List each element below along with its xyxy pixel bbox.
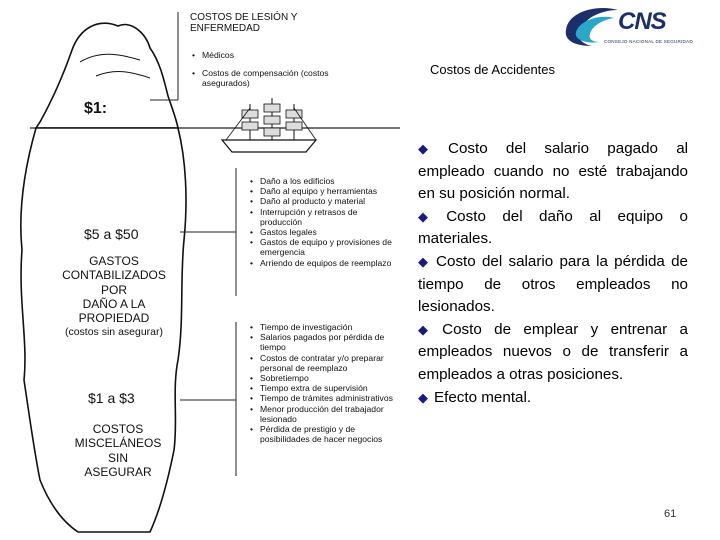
bullet-item: ◆ Costo del salario para la pérdida de tiempo de otros empleados no lesionados. <box>418 252 688 316</box>
logo-brand-text: CNS <box>618 8 666 35</box>
cost-bullets <box>418 138 688 409</box>
low-value: $1 a $3 <box>88 390 135 406</box>
list-item: • Arriendo de equipos de reemplazo <box>248 258 398 268</box>
diamond-bullet-icon: ◆ <box>418 389 428 405</box>
injury-cost-header <box>190 12 297 34</box>
list-item: • Pérdida de prestigio y de posibilidades de hacer negocios <box>248 424 398 444</box>
slide-title: Costos de Accidentes <box>430 62 556 77</box>
list-item: • Costos de compensación (costos asegurados) <box>190 68 360 88</box>
misc-costs-list <box>248 322 398 444</box>
injury-cost-list <box>190 50 360 89</box>
list-item: • Daño al equipo y herramientas <box>248 186 398 196</box>
list-item: • Daño a los edificios <box>248 176 398 186</box>
list-item: • Interrupción y retrasos de producción <box>248 207 398 227</box>
list-item: • Gastos legales <box>248 227 398 237</box>
list-item: • Costos de contratar y/o preparar personal de reemplazo <box>248 353 398 373</box>
list-item: • Tiempo extra de supervisión <box>248 383 398 393</box>
list-item: • Menor producción del trabajador lesionado <box>248 404 398 424</box>
bullet-item: ◆ Costo del daño al equipo o materiales. <box>418 207 688 248</box>
list-item: • Tiempo de trámites administrativos <box>248 393 398 403</box>
bullet-item: ◆ Costo del salario pagado al empleado cuando no esté trabajando en su posición normal. <box>418 140 689 203</box>
list-item: • Tiempo de investigación <box>248 322 398 332</box>
diamond-bullet-icon: ◆ <box>418 208 441 224</box>
ship-icon <box>222 98 316 152</box>
property-damage-list <box>248 176 398 268</box>
misc-costs-label: COSTOS MISCELÁNEOS SIN ASEGURAR <box>74 422 162 479</box>
tip-value: $1: <box>84 100 108 117</box>
page-number: 61 <box>664 508 677 520</box>
cns-logo <box>556 2 704 52</box>
property-damage-label: GASTOS CONTABILIZADOS POR DAÑO A LA PROPIEDAD (costos sin asegurar) <box>62 254 166 339</box>
diamond-bullet-icon: ◆ <box>418 321 437 337</box>
injury-cost-header-line2: ENFERMEDAD <box>190 23 261 34</box>
logo-tagline: CONSEJO NACIONAL DE SEGURIDAD <box>604 39 693 44</box>
diamond-bullet-icon: ◆ <box>418 253 431 269</box>
bullet-item: ◆ Costo de emplear y entrenar a empleados nuevos o de transferir a empleados a otras posiciones. <box>418 320 688 383</box>
list-item: • Sobretiempo <box>248 373 398 383</box>
list-item: • Gastos de equipo y provisiones de emergencia <box>248 237 398 257</box>
mid-value: $5 a $50 <box>84 226 139 242</box>
bullet-item: ◆ Efecto mental. <box>418 388 532 406</box>
injury-cost-header-line1: COSTOS DE LESIÓN Y <box>190 12 298 23</box>
list-item: • Salarios pagados por pérdida de tiempo <box>248 332 398 352</box>
list-item: • Daño al producto y material <box>248 196 398 206</box>
list-item: • Médicos <box>190 50 360 60</box>
diamond-bullet-icon: ◆ <box>418 141 442 156</box>
